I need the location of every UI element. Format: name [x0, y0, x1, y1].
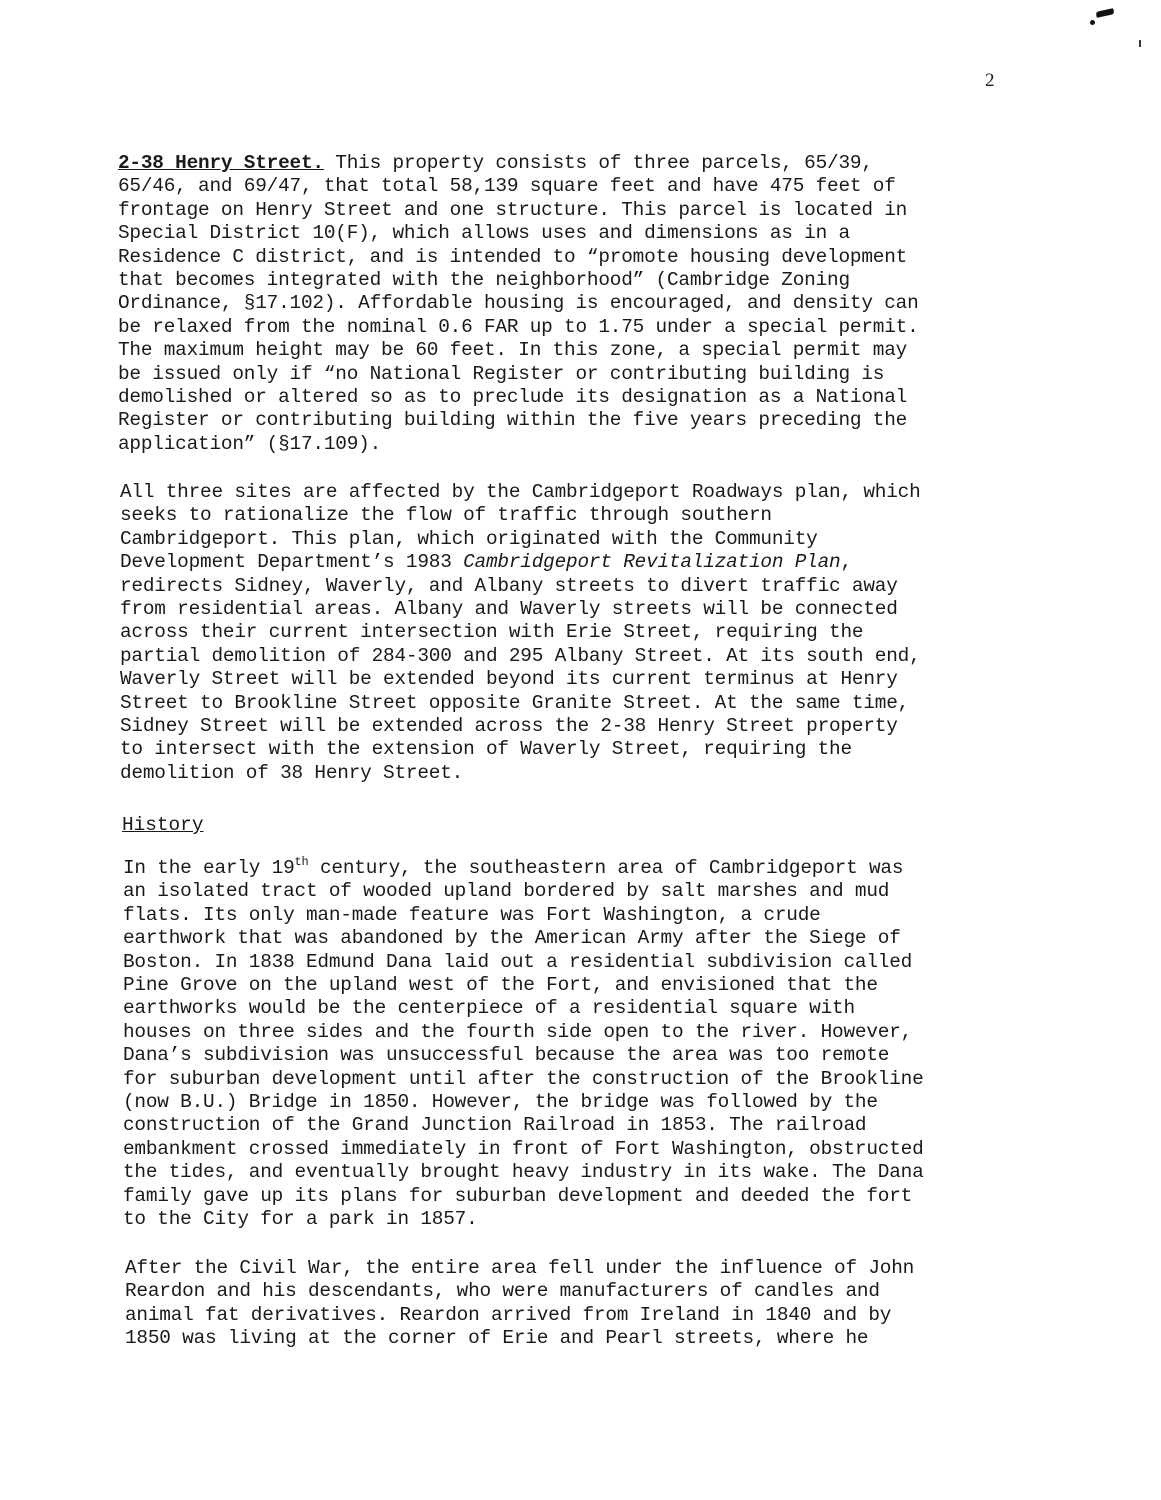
text-line: the tides, and eventually brought heavy industry in its wake. The Dana	[123, 1161, 924, 1184]
text-line: to intersect with the extension of Waverly Street, requiring the	[120, 738, 852, 761]
paragraph-roadways-plan	[120, 481, 1010, 785]
text-line: to the City for a park in 1857.	[123, 1208, 478, 1231]
text-line: that becomes integrated with the neighborhood” (Cambridge Zoning	[118, 269, 850, 292]
text-line: Special District 10(F), which allows uses and dimensions as in a	[118, 222, 850, 245]
text-line: Boston. In 1838 Edmund Dana laid out a residential subdivision called	[123, 950, 913, 973]
text-line: The maximum height may be 60 feet. In this zone, a special permit may	[118, 339, 908, 362]
scan-mark-side	[1139, 40, 1141, 47]
text-line: In the early 19	[123, 857, 295, 879]
section-heading-history: History	[122, 814, 204, 836]
text-line: animal fat derivatives. Reardon arrived from Ireland in 1840 and by	[125, 1303, 892, 1326]
text-line: Development Department’s 1983	[120, 551, 464, 574]
text-line: All three sites are affected by the Cambridgeport Roadways plan, which	[120, 481, 921, 503]
text-line: construction of the Grand Junction Railroad in 1853. The railroad	[123, 1114, 867, 1137]
text-line: earthwork that was abandoned by the American Army after the Siege of	[123, 927, 901, 950]
text-line: 65/46, and 69/47, that total 58,139 square feet and have 475 feet of	[118, 175, 896, 198]
superscript: th	[294, 855, 309, 869]
property-title: 2-38 Henry Street.	[118, 152, 324, 174]
text-line: flats. Its only man-made feature was Fort Washington, a crude	[123, 903, 821, 926]
text-line: Ordinance, §17.102). Affordable housing is encouraged, and density can	[118, 292, 919, 315]
text-line: embankment crossed immediately in front of Fort Washington, obstructed	[123, 1137, 924, 1160]
text-line: Residence C district, and is intended to “promote housing development	[118, 245, 908, 268]
text-line: (now B.U.) Bridge in 1850. However, the bridge was followed by the	[123, 1091, 878, 1114]
text-line: be relaxed from the nominal 0.6 FAR up to 1.75 under a special permit.	[118, 315, 919, 338]
text-line: seeks to rationalize the flow of traffic through southern	[120, 504, 772, 527]
text-line: century, the southeastern area of Cambridgeport was	[308, 857, 904, 879]
text-line: partial demolition of 284-300 and 295 Albany Street. At its south end,	[120, 644, 921, 667]
text-line: Pine Grove on the upland west of the Fort, and envisioned that the	[123, 974, 878, 997]
text-line: 1850 was living at the corner of Erie and Pearl streets, where he	[125, 1327, 869, 1350]
text-line: earthworks would be the centerpiece of a residential square with	[123, 997, 855, 1020]
text-line: demolished or altered so as to preclude its designation as a National	[118, 386, 908, 409]
scan-mark	[1096, 8, 1115, 18]
text-line: family gave up its plans for suburban development and deeded the fort	[123, 1184, 913, 1207]
text-line: Waverly Street will be extended beyond its current terminus at Henry	[120, 668, 898, 691]
text-line: demolition of 38 Henry Street.	[120, 761, 464, 784]
text-line: houses on three sides and the fourth side open to the river. However,	[123, 1020, 913, 1043]
text-line: After the Civil War, the entire area fell under the influence of John	[125, 1257, 915, 1279]
text-line: be issued only if “no National Register or contributing building is	[118, 362, 885, 385]
scan-mark-dot	[1090, 20, 1095, 25]
paragraph-reardon	[125, 1257, 1015, 1351]
text-line: redirects Sidney, Waverly, and Albany streets to divert traffic away	[120, 574, 898, 597]
text-line: for suburban development until after the construction of the Brookline	[123, 1067, 924, 1090]
text-line: Cambridgeport. This plan, which originated with the Community	[120, 527, 818, 550]
page-number: 2	[985, 70, 995, 91]
plan-title: Cambridgeport Revitalization Plan	[463, 551, 841, 574]
text-line: application” (§17.109).	[118, 432, 382, 455]
text-line: an isolated tract of wooded upland bordered by salt marshes and mud	[123, 880, 890, 903]
paragraph-history	[123, 857, 1013, 1232]
text-line: This property consists of three parcels, 65/39,	[323, 152, 873, 174]
text-line: frontage on Henry Street and one structure. This parcel is located in	[118, 198, 908, 221]
text-line: Street to Brookline Street opposite Granite Street. At the same time,	[120, 691, 910, 714]
text-line: ,	[840, 551, 852, 574]
paragraph-property-description	[118, 152, 1008, 456]
text-line: Sidney Street will be extended across the 2-38 Henry Street property	[120, 715, 898, 738]
text-line: across their current intersection with Erie Street, requiring the	[120, 621, 864, 644]
text-line: Register or contributing building within the five years preceding the	[118, 409, 908, 432]
text-line: from residential areas. Albany and Waverly streets will be connected	[120, 598, 898, 621]
text-line: Dana’s subdivision was unsuccessful because the area was too remote	[123, 1044, 890, 1067]
text-line: Reardon and his descendants, who were manufacturers of candles and	[125, 1280, 880, 1303]
